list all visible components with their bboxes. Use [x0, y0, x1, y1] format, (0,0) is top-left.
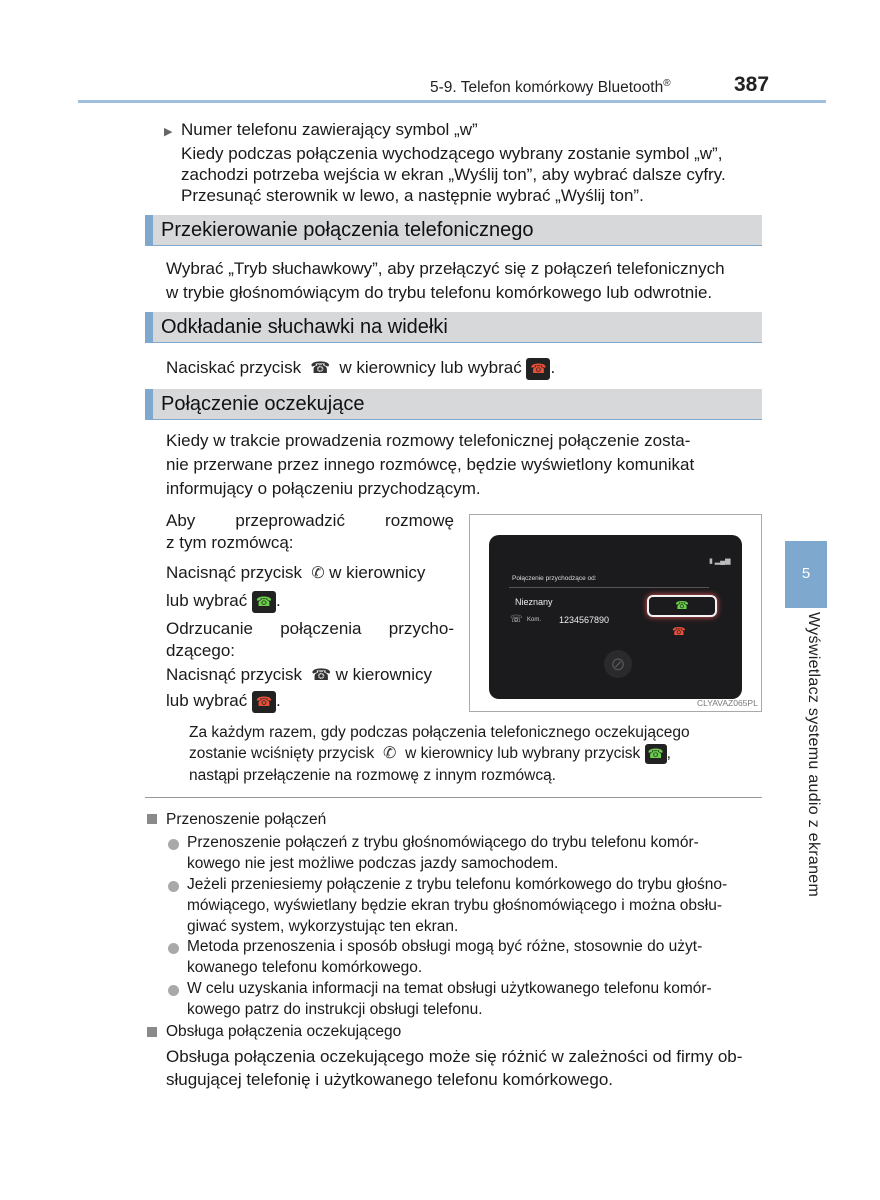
- text-part: Nacisnąć przycisk: [166, 563, 303, 582]
- status-icons: ▮ ▂▄▆: [709, 558, 731, 565]
- note-line: Jeżeli przeniesiemy połączenie z trybu telefonu komórkowego do trybu głośno-: [187, 876, 728, 893]
- cw-note: [189, 743, 671, 764]
- cw-reject-line: [166, 663, 432, 687]
- display-screenshot: [469, 514, 762, 712]
- text-part: w kierownicy: [335, 665, 432, 684]
- section-underline: [145, 245, 762, 246]
- section-text: informujący o połączeniu przychodzącym.: [166, 479, 481, 498]
- caller-name: Nieznany: [515, 597, 553, 607]
- steering-hangup-icon: ☎: [305, 360, 335, 378]
- steering-hangup-icon: ☎: [306, 667, 336, 685]
- section-text: Kiedy w trakcie prowadzenia rozmowy telefonicznej połączenie zosta-: [166, 431, 691, 450]
- text-part: .: [276, 591, 281, 610]
- note-heading: Przenoszenie połączeń: [166, 811, 327, 828]
- screen-answer-icon: ☎: [645, 744, 667, 764]
- chapter-tab: 5: [785, 541, 827, 608]
- cw-line: dzącego:: [166, 641, 235, 660]
- cw-reject-line2: [166, 689, 281, 713]
- chapter-label: Wyświetlacz systemu audio z ekranem: [805, 612, 822, 898]
- note-line: W celu uzyskania informacji na temat obsługi użytkowanego telefonu komór-: [187, 980, 712, 997]
- running-header: [430, 78, 671, 97]
- steering-answer-icon: ✆: [306, 565, 330, 583]
- header-title: 5-9. Telefon komórkowy Bluetooth: [430, 79, 664, 97]
- note-line: Przenoszenie połączeń z trybu głośnomówiącego do trybu telefonu komór-: [187, 834, 699, 851]
- circle-bullet-icon: [168, 985, 179, 996]
- text-part: Nacisnąć przycisk: [166, 665, 303, 684]
- page-number: 387: [734, 73, 770, 96]
- screen-answer-icon: ☎: [252, 591, 276, 613]
- text-part: ,: [666, 745, 671, 762]
- divider-rule: [145, 797, 762, 798]
- steering-answer-icon: ✆: [378, 745, 401, 763]
- cw-note: Za każdym razem, gdy podczas połączenia telefonicznego oczekującego: [189, 724, 690, 741]
- section-text: nie przerwane przez innego rozmówcę, będzie wyświetlony komunikat: [166, 455, 695, 474]
- image-code: CLYAVAZ065PL: [697, 698, 758, 708]
- cw-answer-line: [166, 561, 425, 585]
- registered-mark: ®: [663, 78, 671, 89]
- note-line: kowanego telefonu komórkowego.: [187, 959, 423, 976]
- note-line: Metoda przenoszenia i sposób obsługi mogą być różne, stosownie do użyt-: [187, 938, 703, 955]
- text-part: .: [276, 691, 281, 710]
- text-part: .: [550, 358, 556, 377]
- text-part: lub wybrać: [166, 591, 248, 610]
- accept-call-button[interactable]: ☎: [647, 595, 717, 617]
- cw-answer-line2: [166, 589, 281, 613]
- section-text: Wybrać „Tryb słuchawkowy”, aby przełączyć się z połączeń telefonicznych: [166, 259, 725, 278]
- divider: [509, 587, 709, 588]
- display-screen: [489, 535, 742, 699]
- intro-line: Kiedy podczas połączenia wychodzącego wybrany zostanie symbol „w”,: [181, 144, 723, 163]
- cw-line: Aby przeprowadzić rozmowę: [166, 511, 454, 530]
- text-part: w kierownicy lub wybrany przycisk: [405, 745, 641, 762]
- incoming-header: Połączenie przychodzące od:: [512, 575, 597, 582]
- circle-bullet-icon: [168, 839, 179, 850]
- intro-bullet: Numer telefonu zawierający symbol „w”: [181, 120, 478, 139]
- text-part: w kierownicy lub wybrać: [339, 358, 522, 377]
- section-underline: [145, 342, 762, 343]
- section-heading: Odkładanie słuchawki na widełki: [145, 312, 762, 342]
- circle-bullet-icon: [168, 881, 179, 892]
- section-text: w trybie głośnomówiącym do trybu telefonu komórkowego lub odwrotnie.: [166, 283, 713, 302]
- note-line: mówiącego, wyświetlany będzie ekran trybu głośnomówiącego i można obsłu-: [187, 897, 723, 914]
- text-part: lub wybrać: [166, 691, 248, 710]
- no-entry-icon: ⊘: [604, 650, 632, 678]
- note-line: kowego patrz do instrukcji obsługi telefonu.: [187, 1001, 483, 1018]
- square-bullet-icon: [147, 1027, 157, 1037]
- cw-note: nastąpi przełączenie na rozmowę z innym rozmówcą.: [189, 767, 556, 784]
- text-part: Naciskać przycisk: [166, 358, 302, 377]
- section-heading: Połączenie oczekujące: [145, 389, 762, 419]
- header-rule: [78, 100, 826, 103]
- section-underline: [145, 419, 762, 420]
- text-part: zostanie wciśnięty przycisk: [189, 745, 375, 762]
- note-line: sługującej telefonię i użytkowanego telefonu komórkowego.: [166, 1070, 613, 1089]
- text-part: w kierownicy: [329, 563, 426, 582]
- cw-line: z tym rozmówcą:: [166, 533, 294, 552]
- section-heading: Przekierowanie połączenia telefonicznego: [145, 215, 762, 245]
- cw-line: Odrzucanie połączenia przycho-: [166, 619, 454, 638]
- phone-icon: ☏: [510, 614, 523, 625]
- note-line: kowego nie jest możliwe podczas jazdy samochodem.: [187, 855, 559, 872]
- reject-call-button[interactable]: ☎: [672, 626, 686, 638]
- triangle-bullet-icon: ▶: [164, 126, 173, 138]
- intro-line: Przesunąć sterownik w lewo, a następnie wybrać „Wyślij ton”.: [181, 186, 644, 205]
- circle-bullet-icon: [168, 943, 179, 954]
- mobile-label: Kom.: [527, 617, 542, 623]
- square-bullet-icon: [147, 814, 157, 824]
- intro-line: zachodzi potrzeba wejścia w ekran „Wyślij ton”, aby wybrać dalsze cyfry.: [181, 165, 726, 184]
- note-line: Obsługa połączenia oczekującego może się różnić w zależności od firmy ob-: [166, 1047, 743, 1066]
- screen-hangup-icon: ☎: [526, 358, 550, 380]
- caller-number: 1234567890: [559, 615, 610, 625]
- note-heading: Obsługa połączenia oczekującego: [166, 1023, 402, 1040]
- screen-hangup-icon: ☎: [252, 691, 276, 713]
- note-line: giwać system, wykorzystując ten ekran.: [187, 918, 459, 935]
- hangup-instruction: [166, 356, 555, 380]
